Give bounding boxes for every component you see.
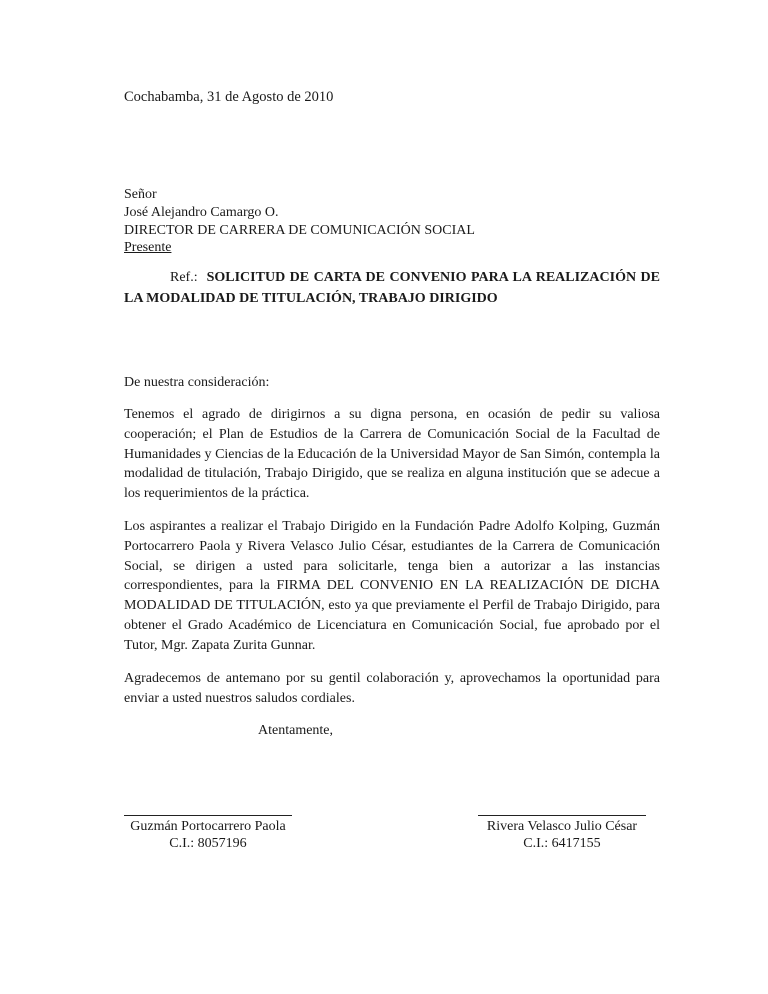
recipient-title: DIRECTOR DE CARRERA DE COMUNICACIÓN SOCIAL [124,223,475,238]
body-paragraph-2: Los aspirantes a realizar el Trabajo Dirigido en la Fundación Padre Adolfo Kolping, Guzmán Portocarrero Paola y Rivera Velasco Julio César, estudiantes de la Carrera de Comunicación Social, se dirigen a usted para solicitarle, tenga bien a autorizar a las instancias correspondientes, para la FIRMA DEL CONVENIO EN LA REALIZACIÓN DE DICHA MODALIDAD DE TITULACIÓN, esto ya que previamente el Perfil de Trabajo Dirigido, para obtener el Grado Académico de Licenciatura en Comunicación Social, fue aprobado por el Tutor, Mgr. Zapata Zurita Gunnar. [124,519,660,653]
recipient-salutation: Señor [124,187,157,202]
body-paragraph-3: Agradecemos de antemano por su gentil colaboración y, aprovechamos la oportunidad para enviar a usted nuestros saludos cordiales. [124,671,660,706]
signature-block-right [478,815,646,852]
reference-subject: SOLICITUD DE CARTA DE CONVENIO PARA LA REALIZACIÓN DE LA MODALIDAD DE TITULACIÓN, TRABAJO DIRIGIDO [124,270,660,306]
signer-name: Guzmán Portocarrero Paola [130,819,286,834]
reference-label: Ref.: [170,270,198,285]
closing: Atentamente, [258,723,334,738]
body-paragraph-1: Tenemos el agrado de dirigirnos a su digna persona, en ocasión de pedir su valiosa cooperación; el Plan de Estudios de la Carrera de Comunicación Social de la Facultad de Humanidades y Ciencias de la Educación de la Universidad Mayor de San Simón, contempla la modalidad de titulación, Trabajo Dirigido, que se realiza en alguna institución que se adecue a los requerimientos de la práctica. [124,407,660,502]
signature-block-left [124,815,292,852]
recipient-presente: Presente [124,240,172,255]
reference-block [124,268,660,309]
signer-ci: C.I.: 8057196 [169,836,247,851]
signer-name: Rivera Velasco Julio César [486,819,638,834]
recipient-name: José Alejandro Camargo O. [124,205,279,220]
greeting: De nuestra consideración: [124,375,270,390]
signature-line [478,815,646,816]
signature-line [124,815,292,816]
date-line: Cochabamba, 31 de Agosto de 2010 [124,89,334,105]
signer-ci: C.I.: 6417155 [523,836,601,851]
